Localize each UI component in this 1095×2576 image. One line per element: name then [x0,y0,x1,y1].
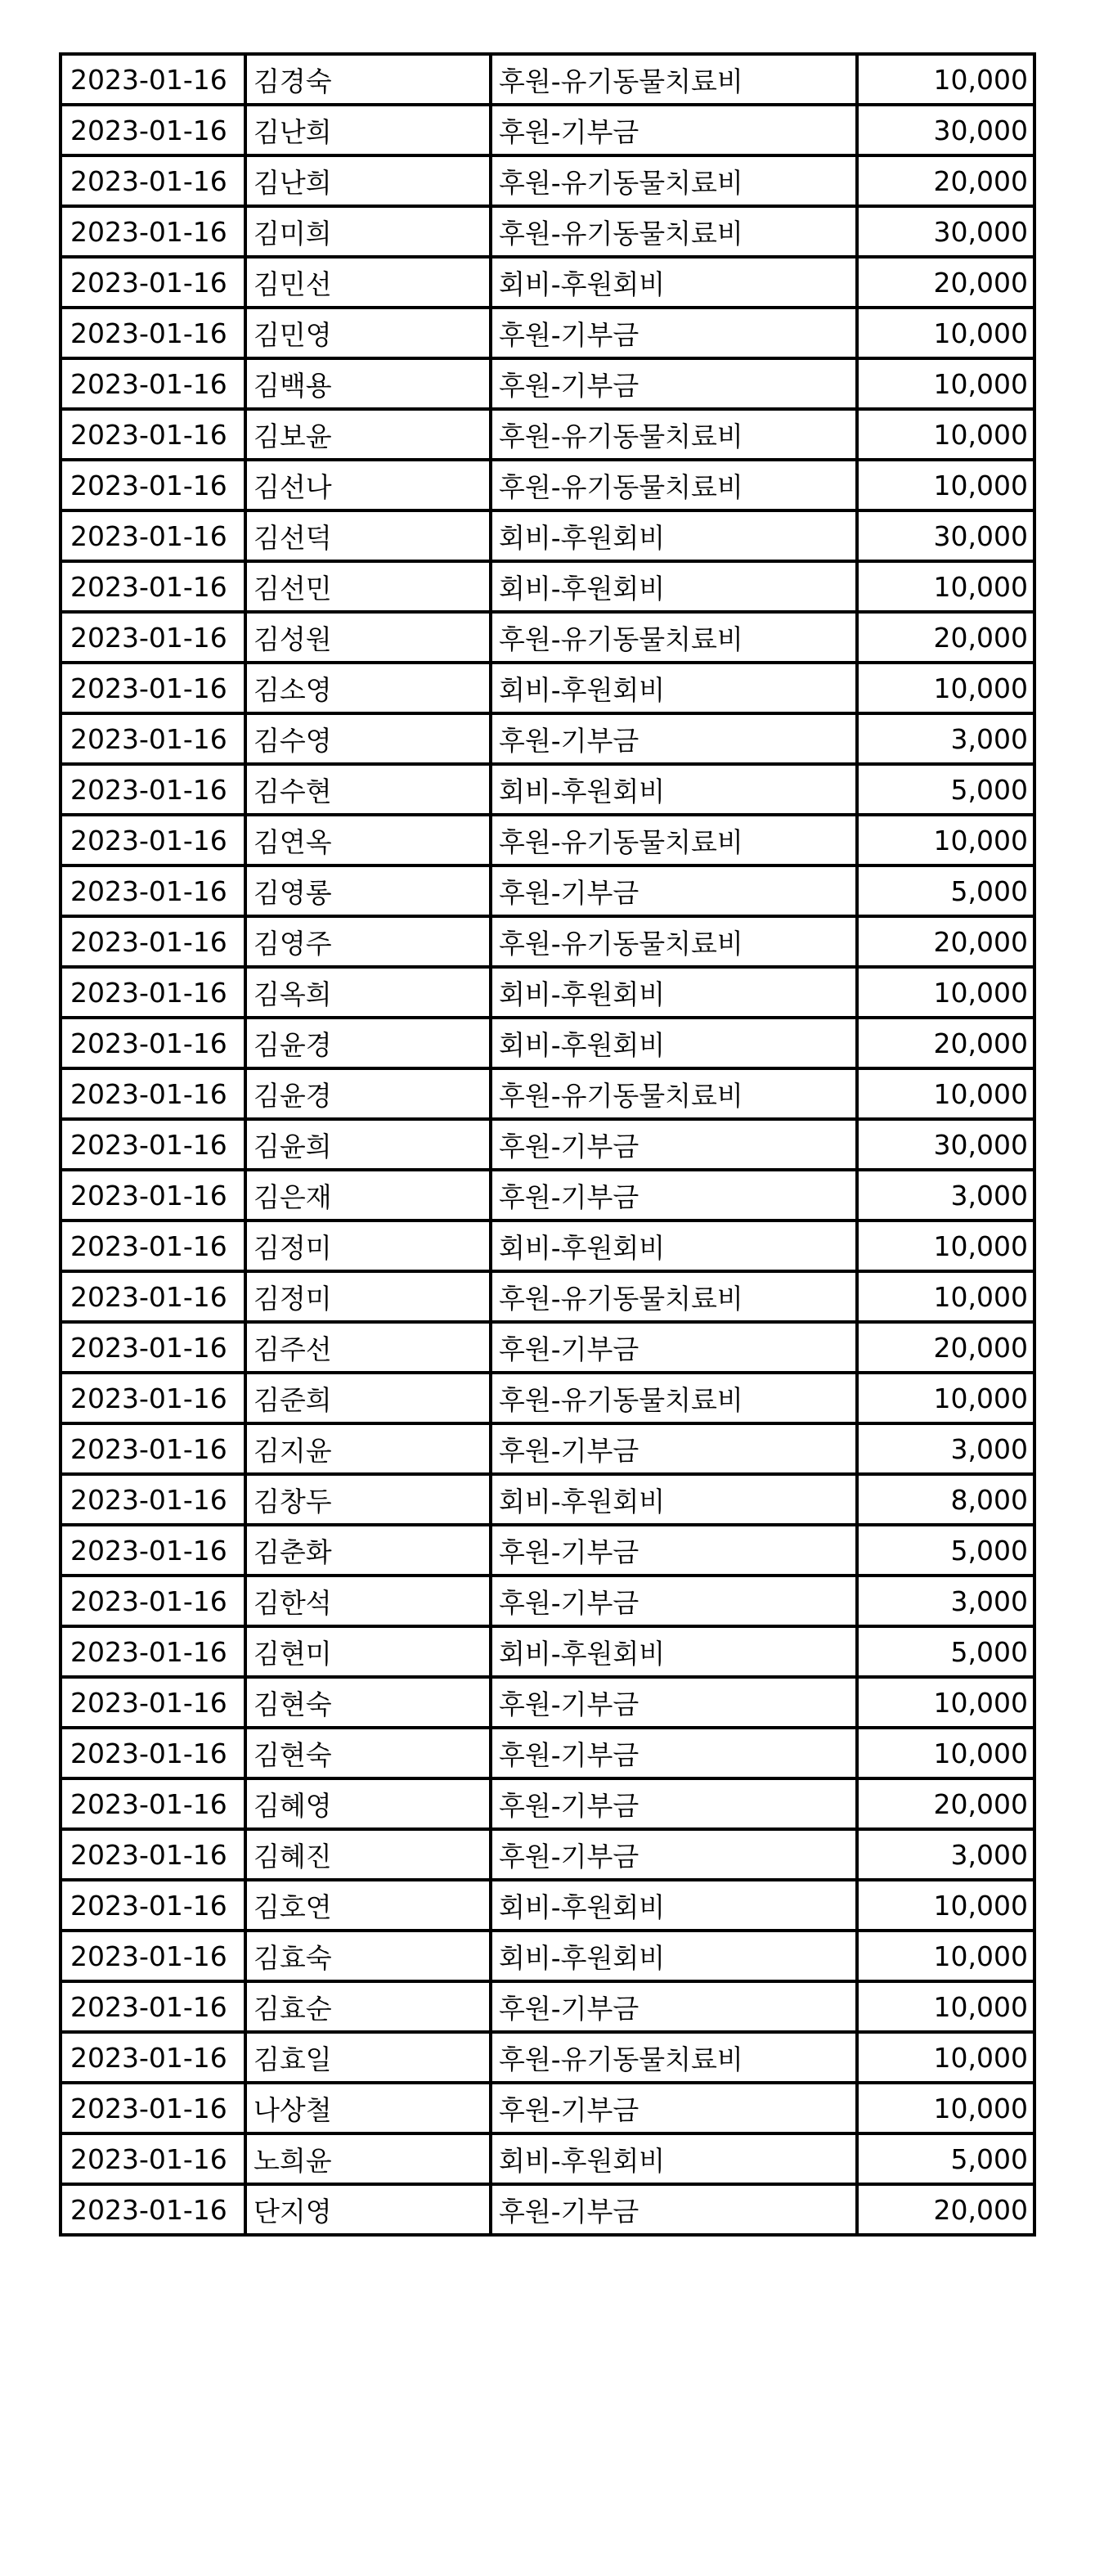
type-cell: 후원-기부금 [491,865,857,916]
type-cell: 회비-후원회비 [491,561,857,612]
table-row [61,510,1034,561]
date-cell: 2023-01-16 [61,206,245,257]
date-cell: 2023-01-16 [61,612,245,663]
table-row [61,1423,1034,1474]
amount-cell: 10,000 [857,1373,1034,1423]
table-row [61,206,1034,257]
date-cell: 2023-01-16 [61,663,245,713]
table-row [61,561,1034,612]
type-cell: 후원-기부금 [491,1829,857,1880]
amount-cell: 10,000 [857,308,1034,358]
name-cell: 김주선 [245,1322,491,1373]
name-cell: 김미희 [245,206,491,257]
date-cell: 2023-01-16 [61,308,245,358]
date-cell: 2023-01-16 [61,916,245,967]
name-cell: 김효순 [245,1981,491,2032]
type-cell: 회비-후원회비 [491,663,857,713]
table-row [61,358,1034,409]
date-cell: 2023-01-16 [61,1271,245,1322]
type-cell: 회비-후원회비 [491,1221,857,1271]
type-cell: 후원-기부금 [491,1778,857,1829]
date-cell: 2023-01-16 [61,1981,245,2032]
date-cell: 2023-01-16 [61,1880,245,1931]
table-row [61,1474,1034,1525]
date-cell: 2023-01-16 [61,1677,245,1728]
type-cell: 회비-후원회비 [491,1474,857,1525]
table-row [61,2133,1034,2184]
date-cell: 2023-01-16 [61,865,245,916]
type-cell: 회비-후원회비 [491,1018,857,1068]
name-cell: 김영주 [245,916,491,967]
date-cell: 2023-01-16 [61,510,245,561]
name-cell: 김민선 [245,257,491,308]
name-cell: 김현숙 [245,1728,491,1778]
date-cell: 2023-01-16 [61,1068,245,1119]
date-cell: 2023-01-16 [61,1728,245,1778]
name-cell: 김선덕 [245,510,491,561]
amount-cell: 20,000 [857,155,1034,206]
amount-cell: 20,000 [857,1018,1034,1068]
amount-cell: 20,000 [857,916,1034,967]
amount-cell: 3,000 [857,1170,1034,1221]
amount-cell: 20,000 [857,612,1034,663]
table-row [61,460,1034,510]
amount-cell: 10,000 [857,1981,1034,2032]
date-cell: 2023-01-16 [61,1221,245,1271]
amount-cell: 10,000 [857,2083,1034,2133]
name-cell: 김선나 [245,460,491,510]
name-cell: 김창두 [245,1474,491,1525]
type-cell: 회비-후원회비 [491,1626,857,1677]
name-cell: 김효숙 [245,1931,491,1981]
table-row [61,2032,1034,2083]
table-row [61,1677,1034,1728]
amount-cell: 10,000 [857,815,1034,865]
table-row [61,1626,1034,1677]
table-row [61,967,1034,1018]
table-row [61,916,1034,967]
date-cell: 2023-01-16 [61,1423,245,1474]
type-cell: 후원-유기동물치료비 [491,612,857,663]
date-cell: 2023-01-16 [61,1018,245,1068]
table-row [61,1829,1034,1880]
amount-cell: 20,000 [857,1778,1034,1829]
date-cell: 2023-01-16 [61,2184,245,2235]
date-cell: 2023-01-16 [61,1829,245,1880]
date-cell: 2023-01-16 [61,54,245,105]
date-cell: 2023-01-16 [61,257,245,308]
table-row [61,1373,1034,1423]
table-row [61,257,1034,308]
amount-cell: 30,000 [857,510,1034,561]
name-cell: 김소영 [245,663,491,713]
type-cell: 후원-기부금 [491,1322,857,1373]
name-cell: 단지영 [245,2184,491,2235]
table-row [61,2083,1034,2133]
type-cell: 후원-기부금 [491,1981,857,2032]
type-cell: 후원-기부금 [491,308,857,358]
name-cell: 김윤경 [245,1018,491,1068]
table-row [61,1576,1034,1626]
name-cell: 김혜진 [245,1829,491,1880]
type-cell: 후원-유기동물치료비 [491,1068,857,1119]
name-cell: 김민영 [245,308,491,358]
table-row [61,612,1034,663]
type-cell: 후원-기부금 [491,1119,857,1170]
amount-cell: 5,000 [857,2133,1034,2184]
date-cell: 2023-01-16 [61,561,245,612]
date-cell: 2023-01-16 [61,815,245,865]
table-row [61,713,1034,764]
amount-cell: 20,000 [857,1322,1034,1373]
name-cell: 김보윤 [245,409,491,460]
date-cell: 2023-01-16 [61,1373,245,1423]
table-row [61,815,1034,865]
type-cell: 회비-후원회비 [491,967,857,1018]
table-row [61,2184,1034,2235]
amount-cell: 10,000 [857,561,1034,612]
name-cell: 김백용 [245,358,491,409]
amount-cell: 3,000 [857,713,1034,764]
table-row [61,1728,1034,1778]
type-cell: 후원-기부금 [491,1728,857,1778]
type-cell: 후원-기부금 [491,713,857,764]
amount-cell: 10,000 [857,663,1034,713]
date-cell: 2023-01-16 [61,1576,245,1626]
name-cell: 김효일 [245,2032,491,2083]
type-cell: 후원-유기동물치료비 [491,155,857,206]
date-cell: 2023-01-16 [61,1119,245,1170]
table-row [61,1778,1034,1829]
type-cell: 후원-기부금 [491,1170,857,1221]
type-cell: 회비-후원회비 [491,510,857,561]
table-row [61,1271,1034,1322]
amount-cell: 3,000 [857,1423,1034,1474]
name-cell: 김난희 [245,155,491,206]
table-row [61,1880,1034,1931]
amount-cell: 5,000 [857,764,1034,815]
table-row [61,1119,1034,1170]
type-cell: 후원-기부금 [491,1576,857,1626]
table-row [61,1170,1034,1221]
donation-table [59,52,1036,2237]
table-row [61,1322,1034,1373]
amount-cell: 10,000 [857,1728,1034,1778]
date-cell: 2023-01-16 [61,1474,245,1525]
table-row [61,663,1034,713]
type-cell: 후원-유기동물치료비 [491,54,857,105]
type-cell: 후원-유기동물치료비 [491,409,857,460]
type-cell: 후원-기부금 [491,1677,857,1728]
name-cell: 김성원 [245,612,491,663]
date-cell: 2023-01-16 [61,155,245,206]
table-row [61,764,1034,815]
amount-cell: 5,000 [857,1525,1034,1576]
amount-cell: 30,000 [857,1119,1034,1170]
type-cell: 회비-후원회비 [491,2133,857,2184]
amount-cell: 10,000 [857,1931,1034,1981]
table-row [61,865,1034,916]
type-cell: 후원-유기동물치료비 [491,1373,857,1423]
donation-table-body [61,54,1034,2235]
name-cell: 김옥희 [245,967,491,1018]
date-cell: 2023-01-16 [61,764,245,815]
amount-cell: 10,000 [857,54,1034,105]
table-row [61,1981,1034,2032]
type-cell: 후원-기부금 [491,2184,857,2235]
amount-cell: 10,000 [857,409,1034,460]
type-cell: 회비-후원회비 [491,1880,857,1931]
date-cell: 2023-01-16 [61,105,245,155]
amount-cell: 30,000 [857,206,1034,257]
name-cell: 김춘화 [245,1525,491,1576]
type-cell: 회비-후원회비 [491,1931,857,1981]
type-cell: 후원-기부금 [491,105,857,155]
name-cell: 김윤희 [245,1119,491,1170]
date-cell: 2023-01-16 [61,2133,245,2184]
type-cell: 후원-유기동물치료비 [491,2032,857,2083]
amount-cell: 5,000 [857,865,1034,916]
date-cell: 2023-01-16 [61,358,245,409]
name-cell: 김윤경 [245,1068,491,1119]
amount-cell: 30,000 [857,105,1034,155]
amount-cell: 20,000 [857,2184,1034,2235]
name-cell: 김현숙 [245,1677,491,1728]
amount-cell: 10,000 [857,1880,1034,1931]
table-row [61,1525,1034,1576]
amount-cell: 5,000 [857,1626,1034,1677]
name-cell: 김은재 [245,1170,491,1221]
name-cell: 김정미 [245,1221,491,1271]
amount-cell: 20,000 [857,257,1034,308]
name-cell: 김연옥 [245,815,491,865]
date-cell: 2023-01-16 [61,713,245,764]
table-row [61,1221,1034,1271]
table-row [61,105,1034,155]
table-row [61,155,1034,206]
type-cell: 후원-기부금 [491,1525,857,1576]
amount-cell: 10,000 [857,2032,1034,2083]
table-row [61,54,1034,105]
date-cell: 2023-01-16 [61,967,245,1018]
type-cell: 후원-기부금 [491,358,857,409]
name-cell: 김준희 [245,1373,491,1423]
amount-cell: 10,000 [857,1221,1034,1271]
type-cell: 후원-기부금 [491,1423,857,1474]
table-row [61,1018,1034,1068]
table-row [61,1068,1034,1119]
date-cell: 2023-01-16 [61,1322,245,1373]
date-cell: 2023-01-16 [61,409,245,460]
name-cell: 김선민 [245,561,491,612]
date-cell: 2023-01-16 [61,1626,245,1677]
amount-cell: 10,000 [857,358,1034,409]
name-cell: 김지윤 [245,1423,491,1474]
name-cell: 김호연 [245,1880,491,1931]
date-cell: 2023-01-16 [61,1931,245,1981]
amount-cell: 10,000 [857,1068,1034,1119]
type-cell: 후원-유기동물치료비 [491,460,857,510]
amount-cell: 10,000 [857,460,1034,510]
type-cell: 후원-유기동물치료비 [491,1271,857,1322]
date-cell: 2023-01-16 [61,1778,245,1829]
name-cell: 김수현 [245,764,491,815]
type-cell: 후원-유기동물치료비 [491,916,857,967]
amount-cell: 10,000 [857,967,1034,1018]
amount-cell: 3,000 [857,1576,1034,1626]
table-row [61,1931,1034,1981]
date-cell: 2023-01-16 [61,2083,245,2133]
type-cell: 후원-유기동물치료비 [491,815,857,865]
amount-cell: 3,000 [857,1829,1034,1880]
date-cell: 2023-01-16 [61,2032,245,2083]
type-cell: 후원-기부금 [491,2083,857,2133]
date-cell: 2023-01-16 [61,1525,245,1576]
name-cell: 김경숙 [245,54,491,105]
name-cell: 김영롱 [245,865,491,916]
name-cell: 김한석 [245,1576,491,1626]
name-cell: 김정미 [245,1271,491,1322]
type-cell: 회비-후원회비 [491,764,857,815]
name-cell: 김혜영 [245,1778,491,1829]
table-row [61,409,1034,460]
type-cell: 후원-유기동물치료비 [491,206,857,257]
name-cell: 나상철 [245,2083,491,2133]
name-cell: 김난희 [245,105,491,155]
amount-cell: 8,000 [857,1474,1034,1525]
date-cell: 2023-01-16 [61,1170,245,1221]
amount-cell: 10,000 [857,1271,1034,1322]
name-cell: 노희윤 [245,2133,491,2184]
type-cell: 회비-후원회비 [491,257,857,308]
name-cell: 김수영 [245,713,491,764]
amount-cell: 10,000 [857,1677,1034,1728]
table-row [61,308,1034,358]
date-cell: 2023-01-16 [61,460,245,510]
name-cell: 김현미 [245,1626,491,1677]
